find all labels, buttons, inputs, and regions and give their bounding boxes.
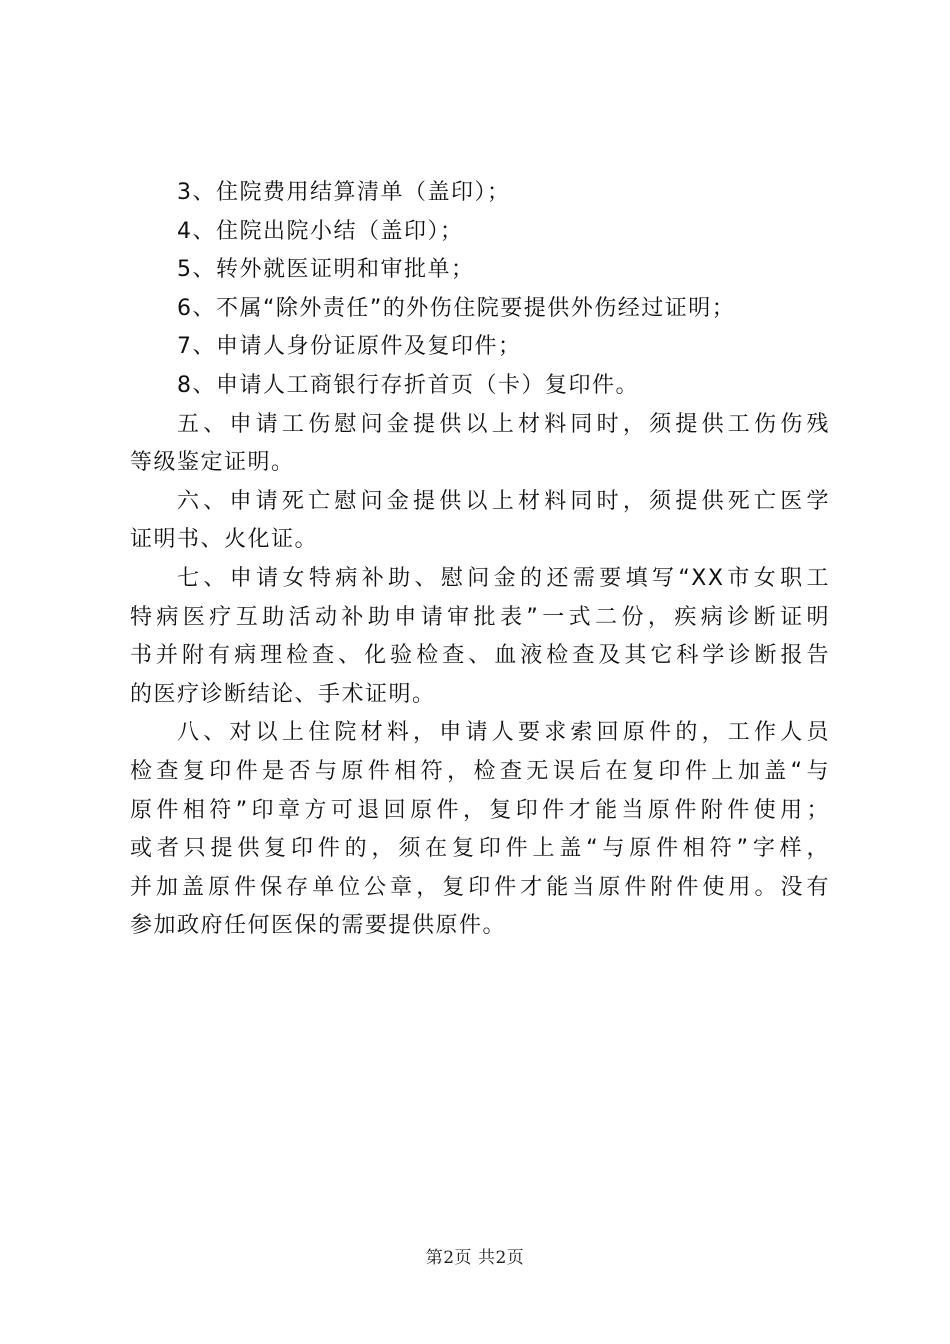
paragraph-7-line-4: 的医疗诊断结论、手术证明。 (130, 681, 436, 707)
paragraph-7-line-1: 七、申请女特病补助、慰问金的还需要填写“XX市女职工 (177, 565, 830, 591)
paragraph-6-line-2: 证明书、火化证。 (130, 527, 319, 553)
document-body (130, 174, 830, 946)
list-item-5: 5、转外就医证明和审批单； (177, 257, 475, 283)
paragraph-8-line-3: 原件相符”印章方可退回原件，复印件才能当原件附件使用； (130, 797, 830, 823)
paragraph-8-line-6: 参加政府任何医保的需要提供原件。 (130, 913, 507, 939)
paragraph-8-line-5: 并加盖原件保存单位公章，复印件才能当原件附件使用。没有 (130, 874, 830, 900)
paragraph-6-line-1: 六、申请死亡慰问金提供以上材料同时，须提供死亡医学 (177, 488, 830, 514)
paragraph-8-line-1: 八、对以上住院材料，申请人要求索回原件的，工作人员 (177, 720, 830, 746)
paragraph-8-line-2: 检查复印件是否与原件相符，检查无误后在复印件上加盖“与 (130, 758, 830, 784)
list-item-8: 8、申请人工商银行存折首页（卡）复印件。 (177, 372, 639, 398)
paragraph-5-line-1: 五、申请工伤慰问金提供以上材料同时，须提供工伤伤残 (177, 411, 830, 437)
list-item-4: 4、住院出院小结（盖印）； (177, 218, 464, 244)
page-number-footer: 第2页 共2页 (425, 1248, 525, 1268)
list-item-7: 7、申请人身份证原件及复印件； (177, 334, 522, 360)
paragraph-5-line-2: 等级鉴定证明。 (130, 450, 295, 476)
paragraph-7-line-3: 书并附有病理检查、化验检查、血液检查及其它科学诊断报告 (130, 643, 830, 669)
list-item-3: 3、住院费用结算清单（盖印）； (177, 180, 511, 205)
list-item-6: 6、不属“除外责任”的外伤住院要提供外伤经过证明； (177, 295, 736, 321)
paragraph-8-line-4: 或者只提供复印件的，须在复印件上盖“与原件相符”字样， (130, 836, 830, 862)
paragraph-7-line-2: 特病医疗互助活动补助申请审批表”一式二份，疾病诊断证明 (130, 604, 830, 630)
